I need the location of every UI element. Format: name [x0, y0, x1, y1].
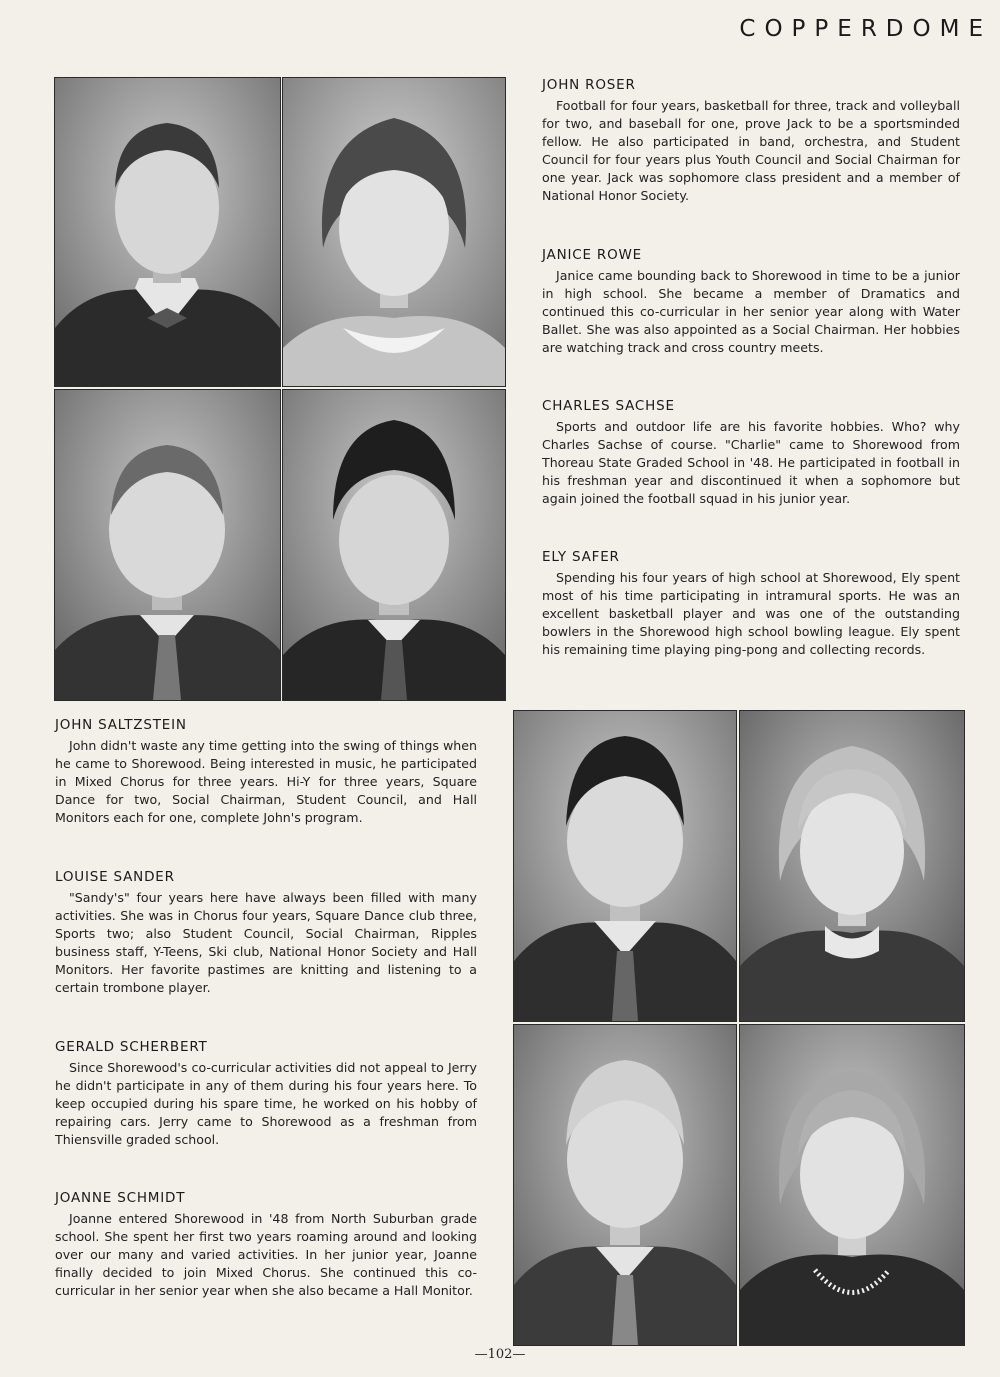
bio-text: Football for four years, basketball for three, track and volleyball for two, and baseball for one, prove Jack to be a sportsminded fellow. He also participated in band, orchestra, and Student Council for four years plus Youth Council and Social Chairman for one year. Jack was sophomore class president and a member of National Honor Society. — [542, 98, 960, 203]
bio-text: Spending his four years of high school at Shorewood, Ely spent most of his time participating in intramural sports. He was an excellent basketball player and was one of the outstanding bowlers in the Shorewood high school bowling league. Ely spent his remaining time playing ping-pong and collecting records. — [542, 570, 960, 657]
bio-name: ELY SAFER — [542, 549, 620, 565]
bio-joanne-schmidt — [55, 1190, 477, 1300]
bio-louise-sander — [55, 869, 477, 997]
portrait-photo-1 — [54, 77, 281, 387]
bio-name: JOHN SALTZSTEIN — [55, 717, 187, 733]
portrait-photo-8 — [739, 1024, 965, 1346]
page-number: —102— — [474, 1347, 526, 1362]
bio-text: John didn't waste any time getting into the swing of things when he came to Shorewood. Being interested in music, he participated in Mixed Chorus for three years. Hi-Y for three years, Square Dance for two, Social Chairman, Student Council, and Hall Monitors each for one, complete John's program. — [55, 738, 477, 825]
bio-name: GERALD SCHERBERT — [55, 1039, 208, 1055]
portrait-photo-2 — [282, 77, 506, 387]
bio-charles-sachse — [542, 398, 960, 508]
bio-john-roser — [542, 77, 960, 205]
bio-john-saltzstein — [55, 717, 477, 827]
portrait-photo-6 — [739, 710, 965, 1022]
bio-name: JANICE ROWE — [542, 247, 642, 263]
bio-text: "Sandy's" four years here have always been filled with many activities. She was in Chorus four years, Square Dance club three, Sports two; also Student Council, Social Chairman, Ripples business staff, Y-Teens, Ski club, National Honor Society and Hall Monitors. Her favorite pastimes are knitting and listening to a certain trombone player. — [55, 890, 477, 995]
bio-text: Since Shorewood's co-curricular activities did not appeal to Jerry he didn't participate in any of them during his four years here. To keep occupied during his spare time, he worked on his hobby of repairing cars. Jerry came to Shorewood as a freshman from Thiensville graded school. — [55, 1060, 477, 1147]
bio-text: Janice came bounding back to Shorewood in time to be a junior in high school. She became a member of Dramatics and continued this co-curricular in her senior year along with Water Ballet. She was also appointed as a Social Chairman. Her hobbies are watching track and cross country meets. — [542, 268, 960, 355]
bio-name: JOHN ROSER — [542, 77, 636, 93]
bio-name: JOANNE SCHMIDT — [55, 1190, 186, 1206]
bio-text: Sports and outdoor life are his favorite hobbies. Who? why Charles Sachse of course. "Charlie" came to Shorewood from Thoreau State Graded School in '48. He participated in football in his freshman year and discontinued it when a sophomore but again joined the football squad in his junior year. — [542, 419, 960, 506]
bio-ely-safer — [542, 549, 960, 659]
bio-janice-rowe — [542, 247, 960, 357]
bio-gerald-scherbert — [55, 1039, 477, 1149]
bio-name: LOUISE SANDER — [55, 869, 175, 885]
portrait-photo-5 — [513, 710, 737, 1022]
bio-name: CHARLES SACHSE — [542, 398, 675, 414]
portrait-photo-4 — [282, 389, 506, 701]
yearbook-title: COPPERDOME — [739, 16, 992, 42]
bio-text: Joanne entered Shorewood in '48 from North Suburban grade school. She spent her first two years roaming around and looking over our many and varied activities. In her junior year, Joanne finally decided to join Mixed Chorus. She continued this co-curricular in her senior year when she also became a Hall Monitor. — [55, 1211, 477, 1298]
portrait-photo-7 — [513, 1024, 737, 1346]
portrait-photo-3 — [54, 389, 281, 701]
